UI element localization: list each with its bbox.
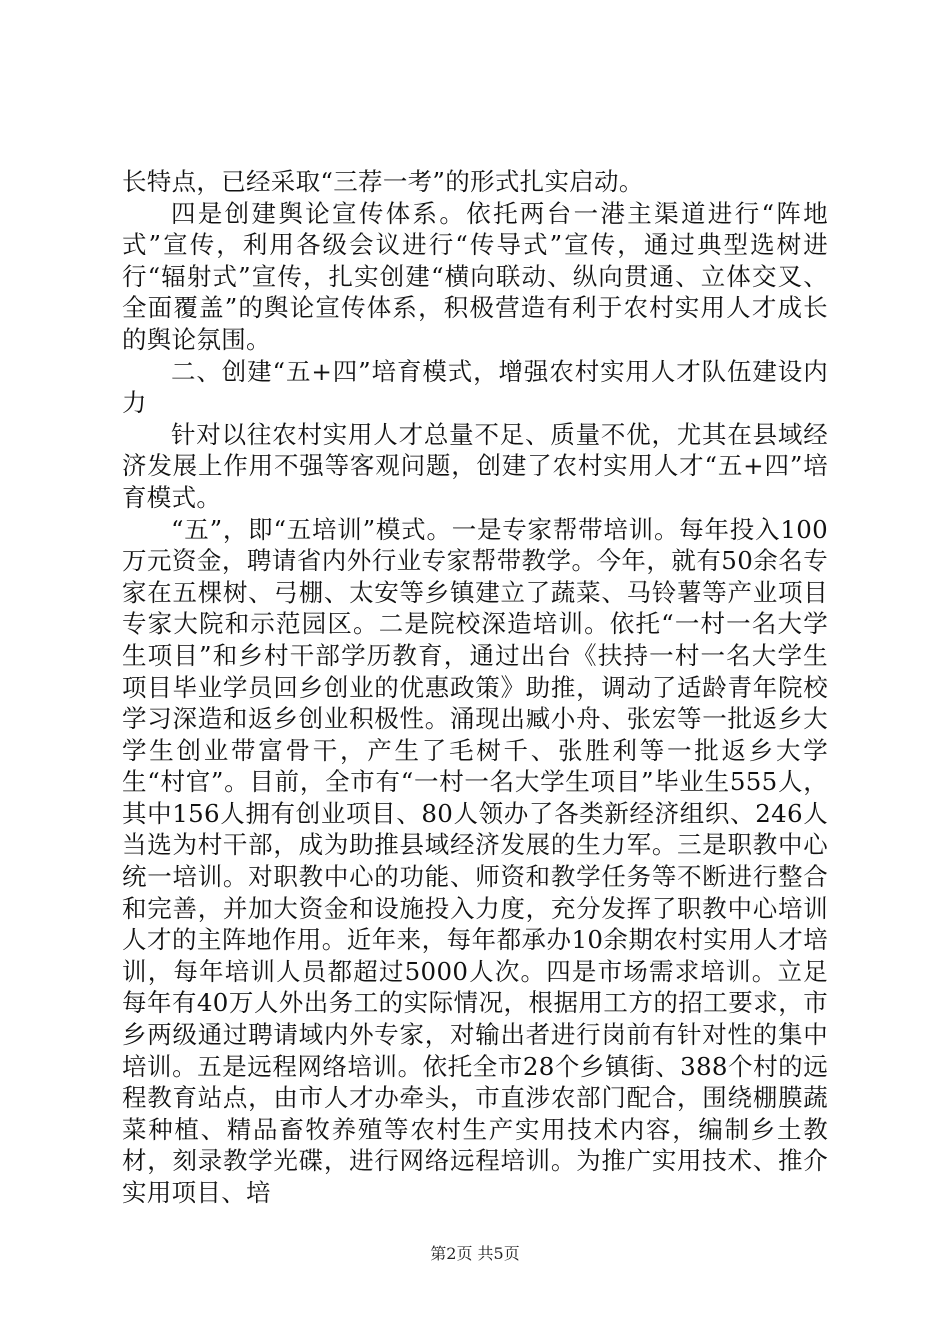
paragraph-4: “五”，即“五培训”模式。一是专家帮带培训。每年投入100万元资金，聘请省内外行业专家帮带教学。今年，就有50余名专家在五棵树、弓棚、太安等乡镇建立了蔬菜、马铃薯等产业项目专家大院和示范园区。二是院校深造培训。依托“一村一名大学生项目”和乡村干部学历教育，通过出台《扶持一村一名大学生项目毕业学员回乡创业的优惠政策》助推，调动了适龄青年院校学习深造和返乡创业积极性。涌现出臧小舟、张宏等一批返乡大学生创业带富骨干，产生了毛树千、张胜利等一批返乡大学生“村官”。目前，全市有“一村一名大学生项目”毕业生555人，其中156人拥有创业项目、80人领办了各类新经济组织、246人当选为村干部，成为助推县域经济发展的生力军。三是职教中心统一培训。对职教中心的功能、师资和教学任务等不断进行整合和完善，并加大资金和设施投入力度，充分发挥了职教中心培训人才的主阵地作用。近年来，每年都承办10余期农村实用人才培训，每年培训人员都超过5000人次。四是市场需求培训。立足每年有40万人外出务工的实际情况，根据用工方的招工要求，市乡两级通过聘请域内外专家，对输出者进行岗前有针对性的集中培训。五是远程网络培训。依托全市28个乡镇街、388个村的远程教育站点，由市人才办牵头，市直涉农部门配合，围绕棚膜蔬菜种植、精品畜牧养殖等农村生产实用技术内容，编制乡土教材，刻录教学光碟，进行网络远程培训。为推广实用技术、推介实用项目、培 [122, 514, 829, 1207]
paragraph-1: 长特点，已经采取“三荐一考”的形式扎实启动。 [122, 167, 644, 196]
section-heading: 二、创建“五+四”培育模式，增强农村实用人才队伍建设内力 [122, 356, 828, 418]
paragraph-3: 针对以往农村实用人才总量不足、质量不优，尤其在县域经济发展上作用不强等客观问题，创建了农村实用人才“五+四”培育模式。 [122, 419, 828, 512]
page-number-footer: 第2页 共5页 [430, 1244, 520, 1263]
paragraph-2: 四是创建舆论宣传体系。依托两台一港主渠道进行“阵地式”宣传，利用各级会议进行“传导式”宣传，通过典型选树进行“辐射式”宣传，扎实创建“横向联动、纵向贯通、立体交叉、全面覆盖”的舆论宣传体系，积极营造有利于农村实用人才成长的舆论氛围。 [122, 198, 828, 354]
document-body [122, 166, 828, 1209]
